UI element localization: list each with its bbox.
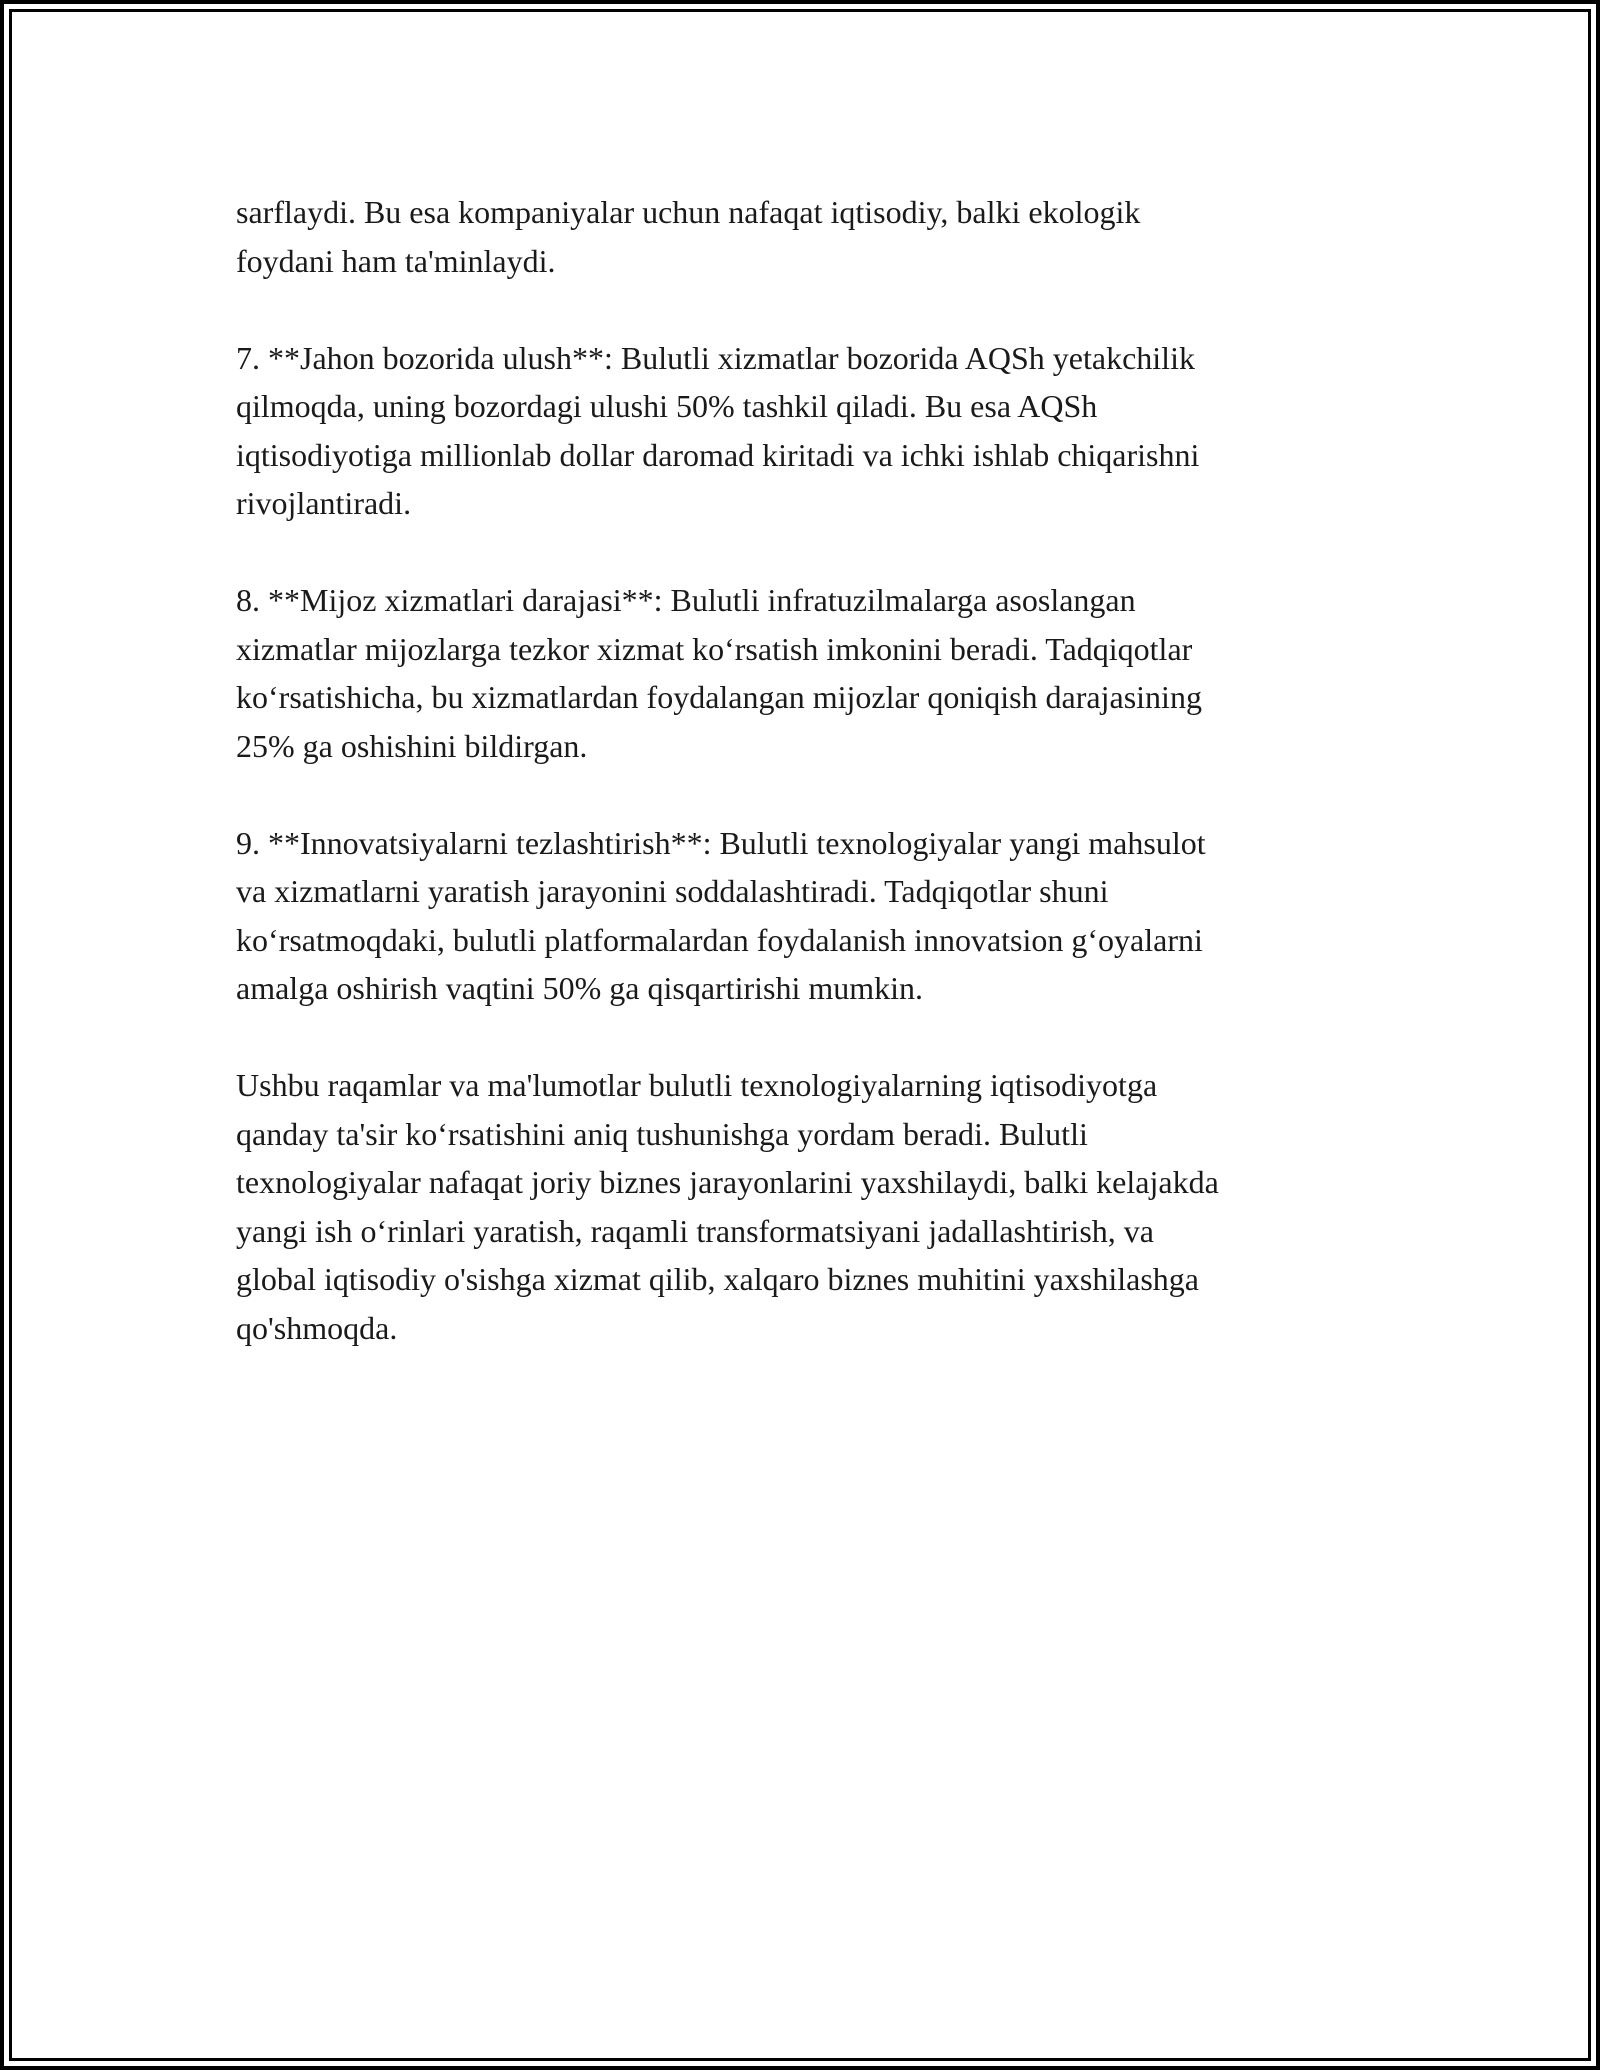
paragraph-item-8-customer-service: 8. **Mijoz xizmatlari darajasi**: Bulutli infratuzilmalarga asoslangan xizmatlar mijozlarga tezkor xizmat ko‘rsatish imkonini beradi. Tadqiqotlar ko‘rsatishicha, bu xizmatlardan foydalangan mijozlar qoniqish darajasining 25% ga oshishini bildirgan. xyxy=(236,582,1202,764)
document-body xyxy=(236,188,1376,1352)
paragraph-continuation: sarflaydi. Bu esa kompaniyalar uchun nafaqat iqtisodiy, balki ekologik foydani ham ta'minlaydi. xyxy=(236,194,1141,279)
paragraph-item-9-innovation: 9. **Innovatsiyalarni tezlashtirish**: Bulutli texnologiyalar yangi mahsulot va xizmatlarni yaratish jarayonini soddalashtiradi. Tadqiqotlar shuni ko‘rsatmoqdaki, bulutli platformalardan foydalanish innovatsion g‘oyalarni amalga oshirish vaqtini 50% ga qisqartirishi mumkin. xyxy=(236,824,1206,1006)
paragraph-item-7-market-share: 7. **Jahon bozorida ulush**: Bulutli xizmatlar bozorida AQSh yetakchilik qilmoqda, uning bozordagi ulushi 50% tashkil qiladi. Bu esa AQSh iqtisodiyotiga millionlab dollar daromad kiritadi va ichki ishlab chiqarishni rivojlantiradi. xyxy=(236,339,1200,521)
paragraph-conclusion: Ushbu raqamlar va ma'lumotlar bulutli texnologiyalarning iqtisodiyotga qanday ta'sir ko‘rsatishini aniq tushunishga yordam beradi. Bulutli texnologiyalar nafaqat joriy biznes jarayonlarini yaxshilaydi, balki kelajakda yangi ish o‘rinlari yaratish, raqamli transformatsiyani jadallashtirish, va global iqtisodiy o'sishga xizmat qilib, xalqaro biznes muhitini yaxshilashga qo'shmoqda. xyxy=(236,1067,1219,1346)
